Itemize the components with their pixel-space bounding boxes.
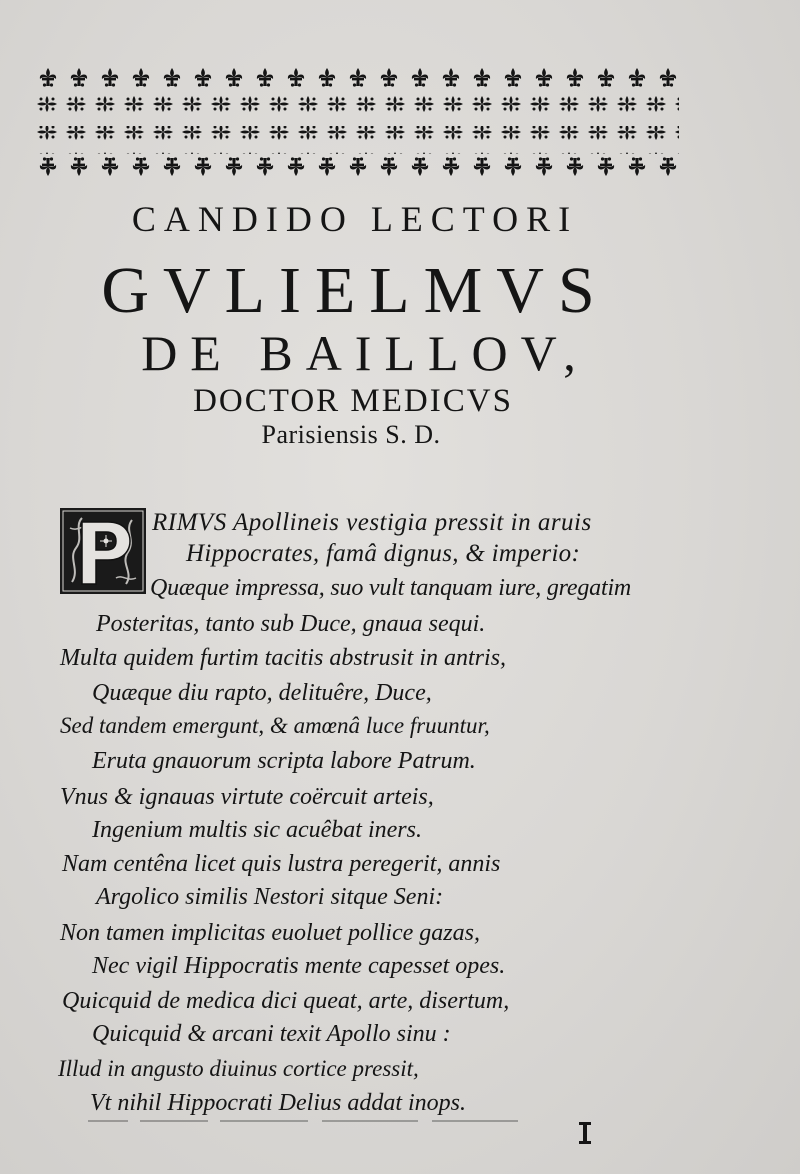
poem-line-6: Quæque diu rapto, delituêre, Duce,	[92, 680, 432, 706]
poem-line-8: Eruta gnauorum scripta labore Patrum.	[92, 748, 476, 774]
heading-author-surname: DE BAILLOV,	[141, 325, 589, 381]
poem-line-9: Vnus & ignauas virtute coërcuit arteis,	[60, 784, 434, 810]
poem-line-4: Posteritas, tanto sub Duce, gnaua sequi.	[96, 611, 486, 637]
heading-salutation: Parisiensis S. D.	[261, 420, 441, 449]
poem-line-7: Sed tandem emergunt, & amœnâ luce fruuntur,	[60, 713, 490, 738]
poem-line-3: Quæque impressa, suo vult tanquam iure, gregatim	[150, 575, 632, 601]
rule-line	[88, 1118, 518, 1124]
poem-line-13: Non tamen implicitas euoluet pollice gazas,	[60, 920, 480, 946]
heading-candido-lectori: CANDIDO LECTORI	[131, 199, 579, 239]
poem-line-12: Argolico similis Nestori sitque Seni:	[96, 884, 444, 910]
poem-line-14: Nec vigil Hippocratis mente capesset opes.	[92, 953, 506, 979]
poem-line-17: Illud in angusto diuinus cortice pressit,	[58, 1056, 419, 1081]
poem-line-18: Vt nihil Hippocrati Delius addat inops.	[90, 1090, 466, 1116]
signature-mark-icon	[578, 1120, 592, 1148]
decorated-initial-icon	[60, 508, 146, 594]
poem-line-15: Quicquid de medica dici queat, arte, disertum,	[62, 988, 510, 1014]
poem-line-2: Hippocrates, famâ dignus, & imperio:	[186, 540, 581, 567]
poem-line-10: Ingenium multis sic acuêbat iners.	[92, 817, 422, 843]
heading-title: DOCTOR MEDICVS	[193, 383, 513, 419]
heading-author-name: GVLIELMVS	[101, 254, 609, 327]
fleuron-band-icon	[33, 62, 681, 186]
poem-line-16: Quicquid & arcani texit Apollo sinu :	[92, 1021, 451, 1047]
poem-line-1: RIMVS Apollineis vestigia pressit in aruis	[152, 509, 592, 536]
poem-line-11: Nam centêna licet quis lustra peregerit, annis	[62, 851, 501, 877]
poem-line-5: Multa quidem furtim tacitis abstrusit in antris,	[60, 645, 507, 671]
